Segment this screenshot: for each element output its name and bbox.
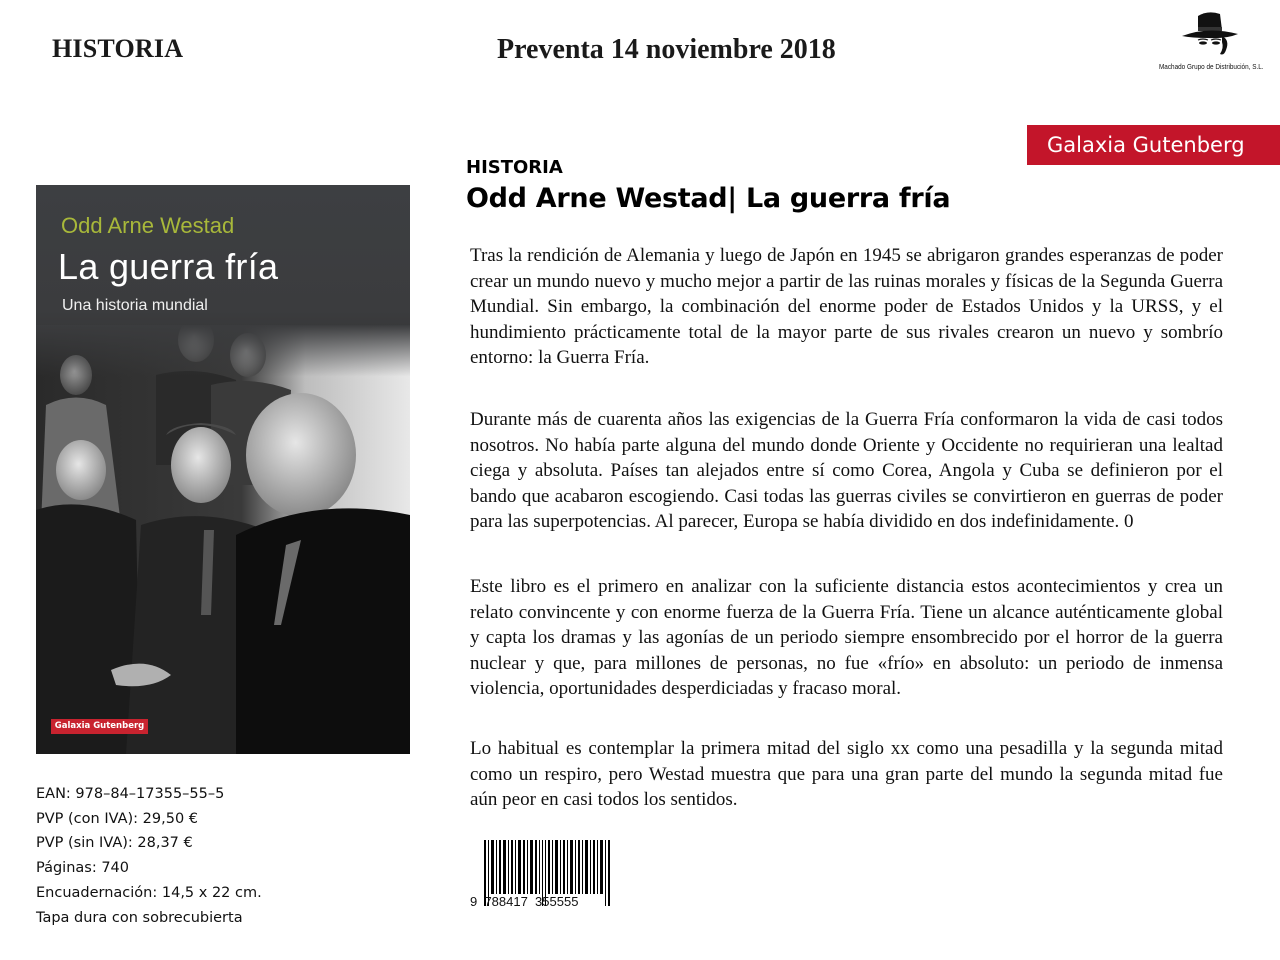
spec-price-without-vat: PVP (sin IVA): 28,37 € bbox=[36, 835, 193, 852]
synopsis-paragraph: Lo habitual es contemplar la primera mitad del siglo xx como una pesadilla y la segunda mitad como un respiro, pero Westad muestra que para una gran parte del mundo la segunda mitad fue aún peor en casi todos los sentidos. bbox=[470, 738, 1223, 810]
distributor-name: Machado Grupo de Distribución, S.L. bbox=[1159, 62, 1264, 71]
cover-publisher-badge: Galaxia Gutenberg bbox=[51, 719, 148, 734]
man-with-hat-logo-icon bbox=[1150, 10, 1270, 60]
cover-title: La guerra fría bbox=[58, 246, 279, 287]
cover-subtitle: Una historia mundial bbox=[62, 297, 208, 314]
synopsis-paragraph: Durante más de cuarenta años las exigencias de la Guerra Fría conformaron la vida de casi todos nosotros. No había parte alguna del mundo donde Oriente y Occidente no requirieran una lealtad ciega y absoluta. Países tan alejados entre sí como Corea, Angola y Cuba se definieron por el bando que acabaron escogiendo. Casi todas las guerras civiles se convirtieron en guerras de poder para las superpotencias. Al parecer, Europa se había dividido en dos indefinidamente. 0 bbox=[470, 409, 1223, 532]
publisher-badge: Galaxia Gutenberg bbox=[1027, 125, 1280, 165]
cover-photo bbox=[36, 325, 410, 754]
barcode-digits: 9 788417 355555 bbox=[470, 894, 579, 909]
spec-pages: Páginas: 740 bbox=[36, 860, 130, 877]
spec-ean: EAN: 978–84–17355–55–5 bbox=[36, 786, 225, 802]
book-cover bbox=[36, 185, 410, 754]
book-specs bbox=[36, 782, 262, 930]
barcode bbox=[470, 838, 620, 910]
cover-author: Odd Arne Westad bbox=[61, 213, 235, 238]
synopsis-paragraph: Este libro es el primero en analizar con la suficiente distancia estos acontecimientos y crea un relato convincente y con enorme fuerza de la Guerra Fría. Tiene un alcance auténticamente global y capta los dramas y las agonías de un periodo siempre ensombrecido por el horror de la guerra nuclear y que, para millones de personas, no fue «frío» en absoluto: un periodo de inmensa violencia, oportunidades desperdiciadas y fracaso moral. bbox=[470, 576, 1223, 699]
header-category: HISTORIA bbox=[52, 34, 184, 63]
spec-binding: Encuadernación: 14,5 x 22 cm. bbox=[36, 884, 262, 901]
distributor-logo bbox=[1150, 10, 1270, 80]
presale-date: Preventa 14 noviembre 2018 bbox=[497, 34, 836, 65]
book-title: Odd Arne Westad| La guerra fría bbox=[466, 183, 951, 214]
spec-cover-type: Tapa dura con sobrecubierta bbox=[36, 909, 243, 926]
book-category: HISTORIA bbox=[466, 157, 563, 178]
spec-price-with-vat: PVP (con IVA): 29,50 € bbox=[36, 810, 198, 827]
synopsis-paragraph: Tras la rendición de Alemania y luego de Japón en 1945 se abrigaron grandes esperanzas de poder crear un mundo nuevo y mucho mejor a partir de las ruinas morales y físicas de la Segunda Guerra Mundial. Sin embargo, la combinación del enorme poder de Estados Unidos y la URSS, y el hundimiento prácticamente total de la mayor parte de sus rivales crearon un nuevo y sombrío entorno: la Guerra Fría. bbox=[470, 245, 1223, 368]
